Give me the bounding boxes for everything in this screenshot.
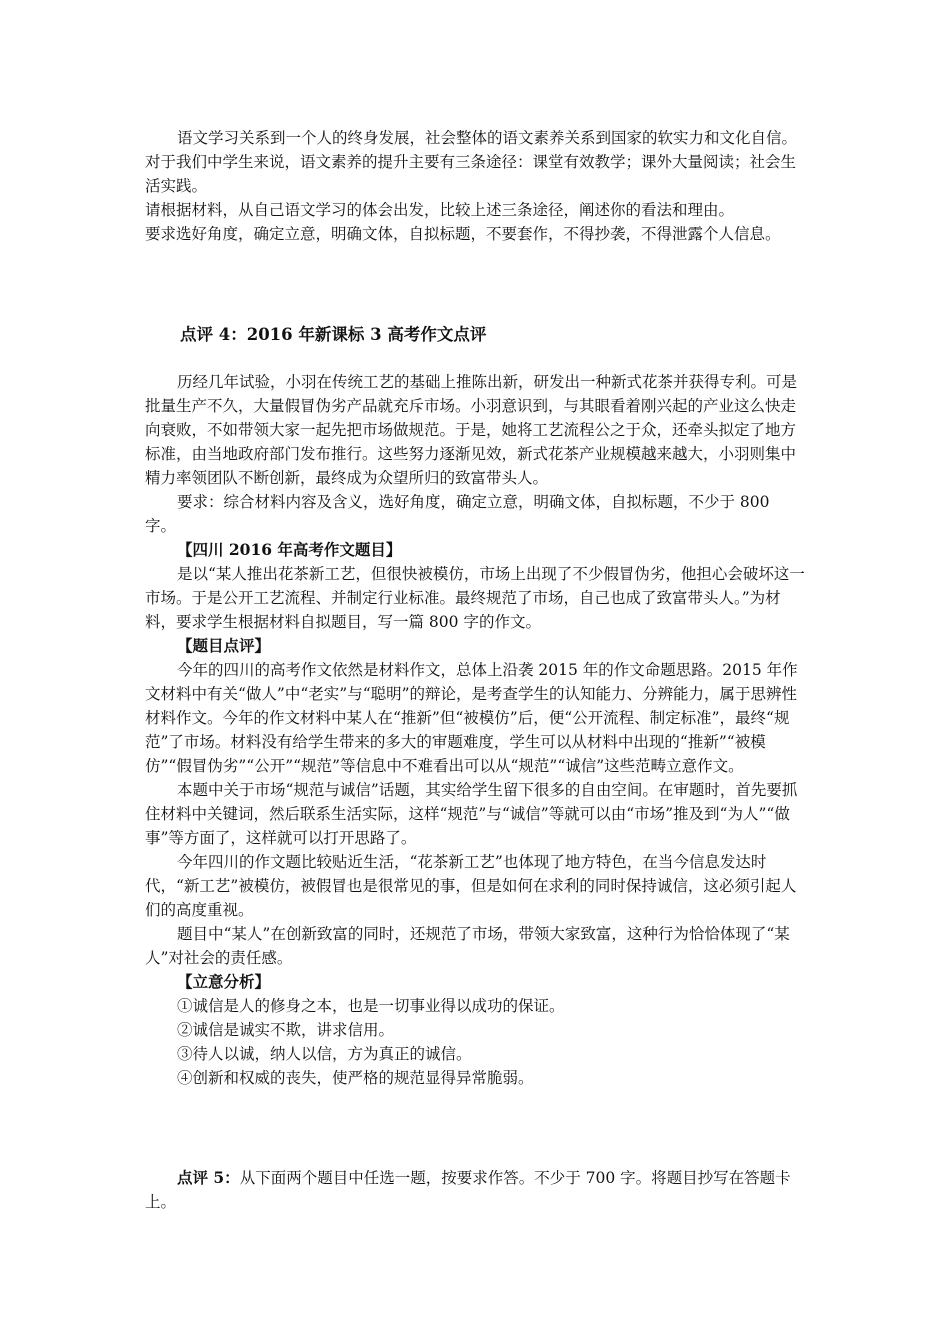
analysis-item: ④创新和权威的丧失，使严格的规范显得异常脆弱。	[177, 1069, 534, 1087]
section-5	[145, 1166, 805, 1214]
intro-requirement: 要求选好角度，确定立意，明确文体，自拟标题，不要套作，不得抄袭，不得泄露个人信息。	[145, 225, 781, 243]
prompt-intro	[145, 126, 805, 246]
analysis-item: ①诚信是人的修身之本，也是一切事业得以成功的保证。	[177, 997, 565, 1015]
requirement-paragraph: 要求：综合材料内容及含义，选好角度，确定立意，明确文体，自拟标题，不少于 800 字。	[145, 493, 770, 535]
analysis-item: ③待人以诚，纳人以信，方为真正的诚信。	[177, 1045, 472, 1063]
material-paragraph: 历经几年试验，小羽在传统工艺的基础上推陈出新，研发出一种新式花茶并获得专利。可是批量生产不久，大量假冒伪劣产品就充斥市场。小羽意识到，与其眼看着刚兴起的产业这么快走向衰败，不如带领大家一起先把市场做规范。于是，她将工艺流程公之于众，还牵头拟定了地方标准，由当地政府部门发布推行。这些努力逐渐见效，新式花茶产业规模越来越大，小羽则集中精力率领团队不断创新，最终成为众望所归的致富带头人。	[145, 373, 798, 487]
review-paragraph: 题目中“某人”在创新致富的同时，还规范了市场，带领大家致富，这种行为恰恰体现了“某人”对社会的责任感。	[145, 925, 790, 967]
section-5-paragraph	[145, 1166, 805, 1214]
review-paragraph: 今年四川的作文题比较贴近生活，“花茶新工艺”也体现了地方特色，在当今信息发达时代，“新工艺”被模仿，被假冒也是很常见的事，但是如何在求利的同时保持诚信，这必须引起人们的高度重视。	[145, 853, 797, 919]
sichuan-paragraph: 是以“某人推出花茶新工艺，但很快被模仿，市场上出现了不少假冒伪劣，他担心会破坏这一市场。于是公开工艺流程、并制定行业标准。最终规范了市场，自己也成了致富带头人。”为材料，要求学生根据材料自拟题目，写一篇 800 字的作文。	[145, 565, 805, 631]
sichuan-label: 【四川 2016 年高考作文题目】	[177, 540, 402, 559]
intro-instruction: 请根据材料，从自己语文学习的体会出发，比较上述三条途径，阐述你的看法和理由。	[145, 201, 735, 219]
section-5-label: 点评 5：	[177, 1168, 240, 1187]
review-paragraph: 今年的四川的高考作文依然是材料作文，总体上沿袭 2015 年的作文命题思路。2015 年作文材料中有关“做人”中“老实”与“聪明”的辩论，是考查学生的认知能力、分辨能力，属于思辨性材料作文。今年的作文材料中某人在“推新”但“被模仿”后，便“公开流程、制定标准”，最终“规范”了市场。材料没有给学生带来的多大的审题难度，学生可以从材料中出现的“推新”“被模仿”“假冒伪劣”“公开”“规范”等信息中不难看出可以从“规范”“诚信”这些范畴立意作文。	[145, 661, 798, 775]
analysis-label: 【立意分析】	[177, 972, 271, 991]
review-paragraph: 本题中关于市场“规范与诚信”话题，其实给学生留下很多的自由空间。在审题时，首先要抓住材料中关键词，然后联系生活实际，这样“规范”与“诚信”等就可以由“市场”推及到“为人”“做事”等方面了，这样就可以打开思路了。	[145, 781, 798, 847]
section-4-heading: 点评 4：2016 年新课标 3 高考作文点评	[180, 325, 487, 344]
section-5-text: 从下面两个题目中任选一题，按要求作答。不少于 700 字。将题目抄写在答题卡上。	[145, 1169, 791, 1211]
review-label: 【题目点评】	[177, 636, 271, 655]
section-4-heading-block	[145, 323, 805, 347]
section-4-body	[145, 370, 805, 1090]
intro-paragraph: 语文学习关系到一个人的终身发展，社会整体的语文素养关系到国家的软实力和文化自信。对于我们中学生来说，语文素养的提升主要有三条途径：课堂有效教学；课外大量阅读；社会生活实践。	[145, 129, 798, 195]
analysis-item: ②诚信是诚实不欺，讲求信用。	[177, 1021, 395, 1039]
